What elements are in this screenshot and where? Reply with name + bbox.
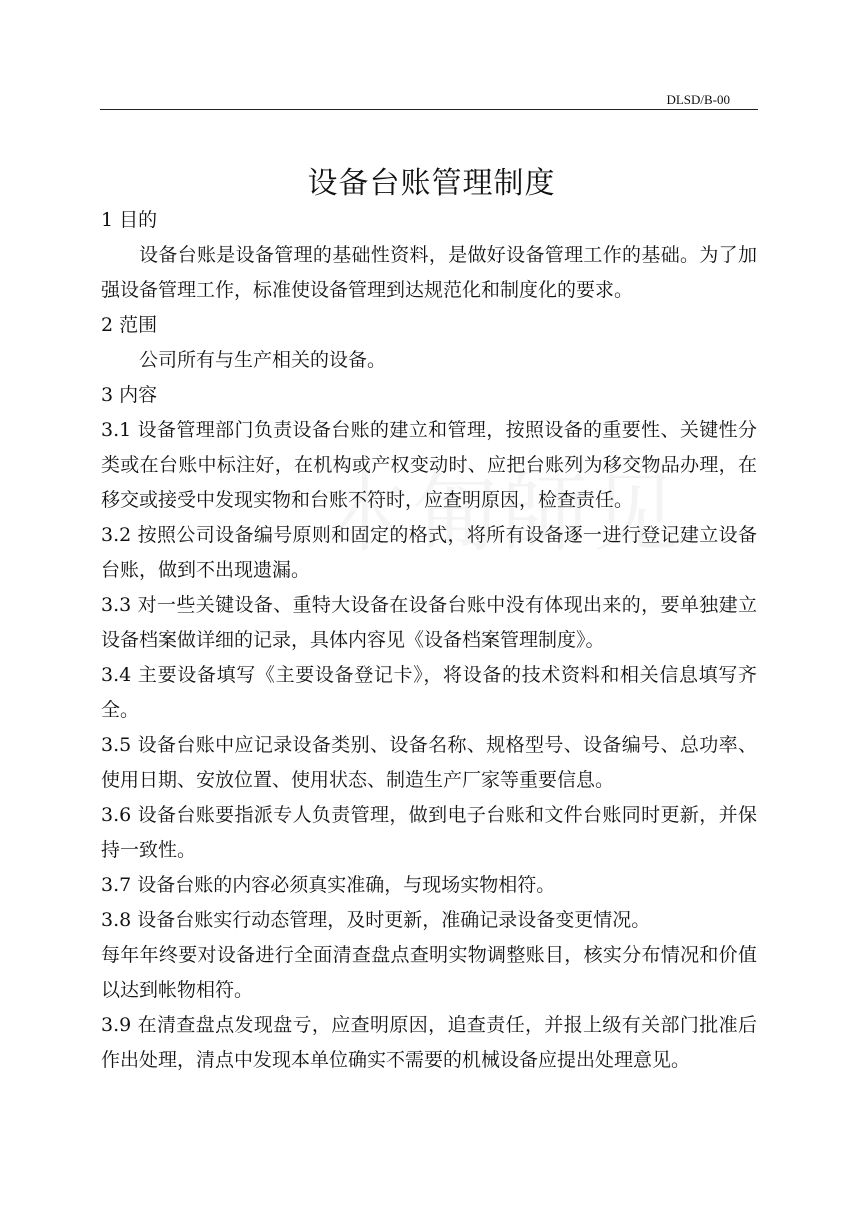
clause-3-3: 3.3 对一些关键设备、重特大设备在设备台账中没有体现出来的，要单独建立设备档案做详细的记录，具体内容见《设备档案管理制度》。 <box>101 594 757 651</box>
section-heading-scope: 2 范围 <box>101 314 158 336</box>
clause-3-7: 3.7 设备台账的内容必须真实准确，与现场实物相符。 <box>101 874 556 896</box>
paragraph-scope: 公司所有与生产相关的设备。 <box>139 349 387 371</box>
clause-3-4: 3.4 主要设备填写《主要设备登记卡》，将设备的技术资料和相关信息填写齐全。 <box>101 664 757 721</box>
document-body <box>101 203 757 1078</box>
clause-3-6: 3.6 设备台账要指派专人负责管理，做到电子台账和文件台账同时更新，并保持一致性。 <box>101 804 757 861</box>
clause-3-9: 3.9 在清查盘点发现盘亏，应查明原因，追查责任，并报上级有关部门批准后作出处理，清点中发现本单位确实不需要的机械设备应提出处理意见。 <box>101 1014 757 1071</box>
paragraph-purpose: 设备台账是设备管理的基础性资料，是做好设备管理工作的基础。为了加强设备管理工作，标准使设备管理到达规范化和制度化的要求。 <box>101 244 757 301</box>
clause-3-2: 3.2 按照公司设备编号原则和固定的格式，将所有设备逐一进行登记建立设备台账，做到不出现遗漏。 <box>101 524 757 581</box>
clause-3-1: 3.1 设备管理部门负责设备台账的建立和管理，按照设备的重要性、关键性分类或在台账中标注好，在机构或产权变动时、应把台账列为移交物品办理，在移交或接受中发现实物和台账不符时，应查明原因，检查责任。 <box>101 419 757 511</box>
clause-3-8-continued: 每年年终要对设备进行全面清查盘点查明实物调整账目，核实分布情况和价值以达到帐物相符。 <box>101 944 757 1001</box>
document-code: DLSD/B-00 <box>666 92 730 107</box>
section-heading-purpose: 1 目的 <box>101 209 158 231</box>
clause-3-5: 3.5 设备台账中应记录设备类别、设备名称、规格型号、设备编号、总功率、使用日期、安放位置、使用状态、制造生产厂家等重要信息。 <box>101 734 757 791</box>
header-divider <box>100 109 758 110</box>
clause-3-8: 3.8 设备台账实行动态管理，及时更新，准确记录设备变更情况。 <box>101 909 651 931</box>
document-title: 设备台账管理制度 <box>307 166 556 201</box>
section-heading-content: 3 内容 <box>101 384 158 406</box>
